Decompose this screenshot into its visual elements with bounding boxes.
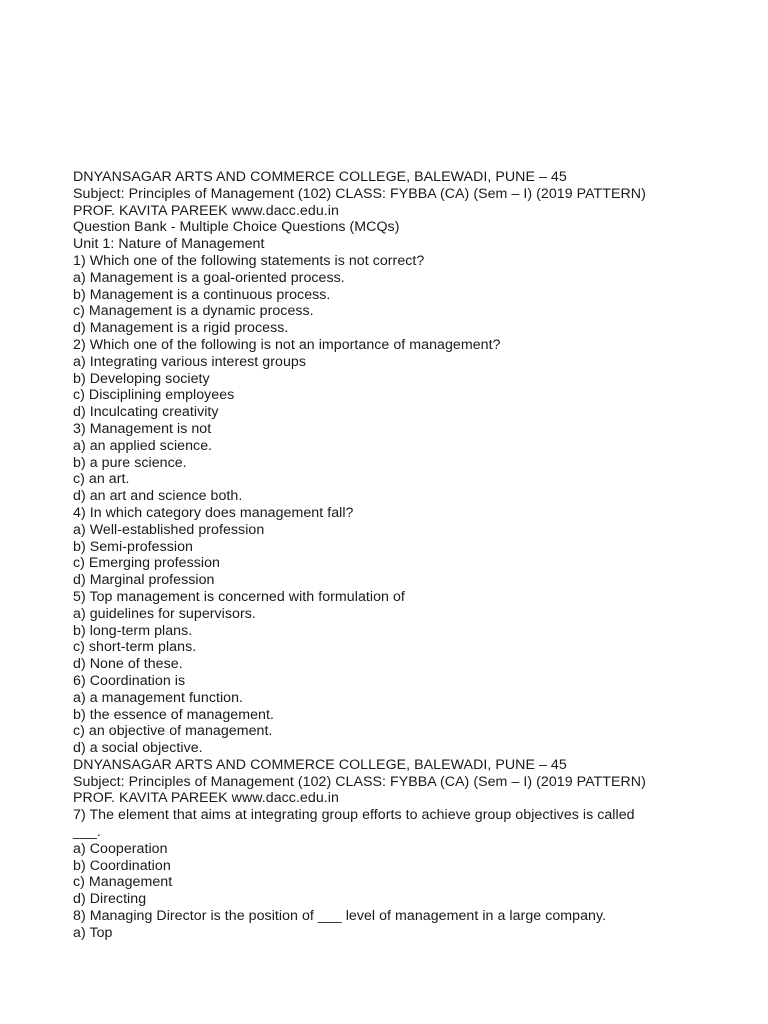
question-3-option-a: a) an applied science. xyxy=(73,437,213,454)
question-2-option-a: a) Integrating various interest groups xyxy=(73,353,306,370)
question-1: 1) Which one of the following statements is not correct? xyxy=(73,252,425,269)
question-2-option-d: d) Inculcating creativity xyxy=(73,404,219,421)
question-4-option-a: a) Well-established profession xyxy=(73,521,265,538)
subject-line: Subject: Principles of Management (102) CLASS: FYBBA (CA) (Sem – I) (2019 PATTERN) xyxy=(73,185,646,202)
college-header: DNYANSAGAR ARTS AND COMMERCE COLLEGE, BALEWADI, PUNE – 45 xyxy=(73,169,567,185)
unit-title: Unit 1: Nature of Management xyxy=(73,236,265,253)
question-3-option-b: b) a pure science. xyxy=(73,454,187,471)
question-1-option-d: d) Management is a rigid process. xyxy=(73,320,289,337)
question-5-option-c: c) short-term plans. xyxy=(73,639,197,656)
question-7-continuation: ___. xyxy=(73,824,101,841)
question-bank-title: Question Bank - Multiple Choice Questions (MCQs) xyxy=(73,219,400,236)
question-3: 3) Management is not xyxy=(73,420,212,437)
question-6-option-d: d) a social objective. xyxy=(73,740,203,757)
question-3-option-c: c) an art. xyxy=(73,471,130,488)
question-4-option-c: c) Emerging profession xyxy=(73,555,220,572)
professor-line-repeat: PROF. KAVITA PAREEK www.dacc.edu.in xyxy=(73,790,339,807)
question-1-option-a: a) Management is a goal-oriented process. xyxy=(73,269,345,286)
question-3-option-d: d) an art and science both. xyxy=(73,488,243,505)
question-4-option-b: b) Semi-profession xyxy=(73,538,193,555)
question-7-option-b: b) Coordination xyxy=(73,857,171,874)
question-7-option-a: a) Cooperation xyxy=(73,840,168,857)
question-6-option-b: b) the essence of management. xyxy=(73,706,274,723)
question-4-option-d: d) Marginal profession xyxy=(73,572,215,589)
professor-line: PROF. KAVITA PAREEK www.dacc.edu.in xyxy=(73,202,339,219)
question-5-option-a: a) guidelines for supervisors. xyxy=(73,605,256,622)
question-1-option-c: c) Management is a dynamic process. xyxy=(73,303,314,320)
question-7-option-c: c) Management xyxy=(73,874,173,891)
question-5: 5) Top management is concerned with formulation of xyxy=(73,588,405,605)
question-7-option-d: d) Directing xyxy=(73,891,147,908)
question-5-option-d: d) None of these. xyxy=(73,656,183,673)
question-6-option-c: c) an objective of management. xyxy=(73,723,273,740)
question-6: 6) Coordination is xyxy=(73,672,186,689)
question-8: 8) Managing Director is the position of ___ level of management in a large company. xyxy=(73,908,607,925)
subject-line-repeat: Subject: Principles of Management (102) CLASS: FYBBA (CA) (Sem – I) (2019 PATTERN) xyxy=(73,773,646,790)
college-header-repeat: DNYANSAGAR ARTS AND COMMERCE COLLEGE, BALEWADI, PUNE – 45 xyxy=(73,756,567,773)
document-text xyxy=(73,169,753,942)
question-4: 4) In which category does management fall? xyxy=(73,504,354,521)
question-2-option-c: c) Disciplining employees xyxy=(73,387,235,404)
question-1-option-b: b) Management is a continuous process. xyxy=(73,286,331,303)
question-5-option-b: b) long-term plans. xyxy=(73,622,193,639)
question-2-option-b: b) Developing society xyxy=(73,370,210,387)
question-8-option-a: a) Top xyxy=(73,924,113,941)
question-7: 7) The element that aims at integrating group efforts to achieve group objectives is called xyxy=(73,807,635,824)
question-2: 2) Which one of the following is not an importance of management? xyxy=(73,336,501,353)
question-6-option-a: a) a management function. xyxy=(73,689,244,706)
